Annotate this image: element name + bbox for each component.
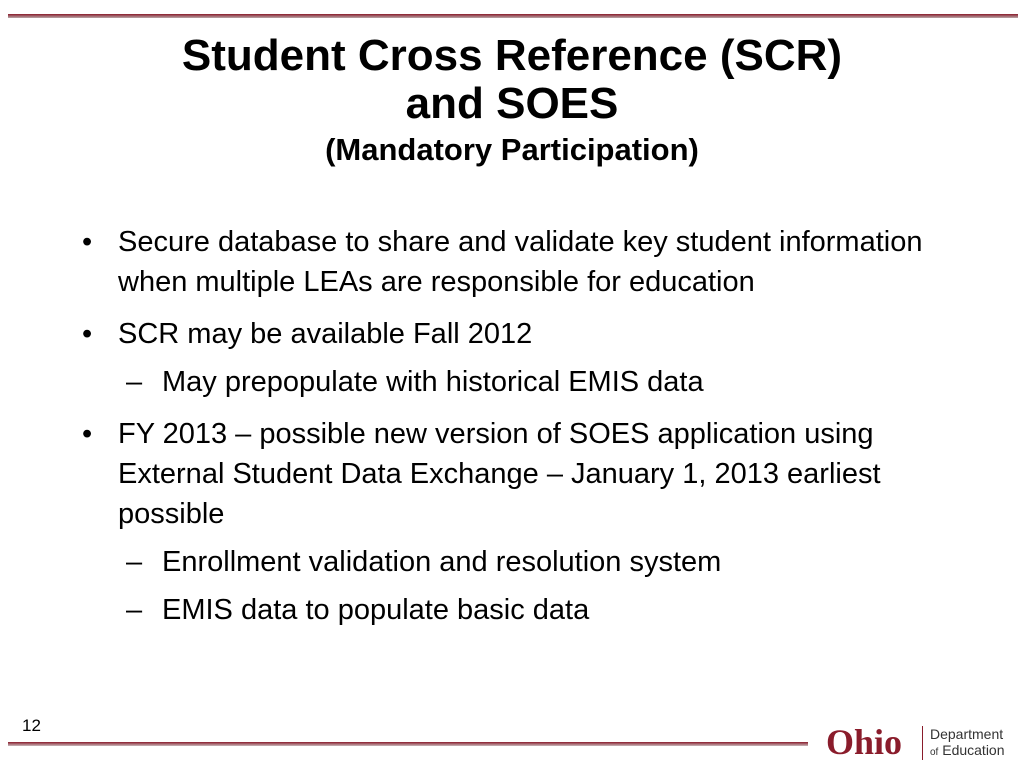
sub-bullet-item <box>80 362 940 402</box>
sub-bullet-marker: – <box>126 594 143 626</box>
logo-divider <box>922 726 923 760</box>
logo-line-2: Education <box>942 742 1005 758</box>
ohio-education-logo <box>826 722 1016 762</box>
bullet-list <box>80 222 940 630</box>
logo-of: of <box>930 747 939 758</box>
bottom-divider <box>8 742 808 746</box>
top-divider <box>8 14 1018 18</box>
bullet-item <box>80 222 940 302</box>
bullet-item <box>80 414 940 534</box>
sub-bullet-item <box>80 590 940 630</box>
logo-brand: Ohio <box>826 722 903 762</box>
slide-subtitle: (Mandatory Participation) <box>325 132 699 167</box>
bullet-item <box>80 314 940 354</box>
logo-department-text <box>930 726 1005 761</box>
page-number: 12 <box>22 716 41 735</box>
sub-bullet-marker: – <box>126 546 143 578</box>
bullet-marker: • <box>82 226 93 258</box>
bullet-marker: • <box>82 418 93 450</box>
bullet-text: FY 2013 – possible new version of SOES application using External Student Data Exchange – January 1, 2013 earliest possible <box>118 418 881 530</box>
bullet-marker: • <box>82 318 93 350</box>
bullet-text: Secure database to share and validate key student information when multiple LEAs are responsible for education <box>118 226 923 298</box>
sub-bullet-item <box>80 542 940 582</box>
title-block <box>0 32 1024 168</box>
slide-title: Student Cross Reference (SCR) and SOES <box>181 31 843 128</box>
logo-line-1: Department <box>930 726 1004 742</box>
bullet-text: SCR may be available Fall 2012 <box>118 318 533 350</box>
sub-bullet-text: Enrollment validation and resolution system <box>162 546 722 578</box>
sub-bullet-text: EMIS data to populate basic data <box>162 594 590 626</box>
sub-bullet-text: May prepopulate with historical EMIS data <box>162 366 704 398</box>
sub-bullet-marker: – <box>126 366 143 398</box>
